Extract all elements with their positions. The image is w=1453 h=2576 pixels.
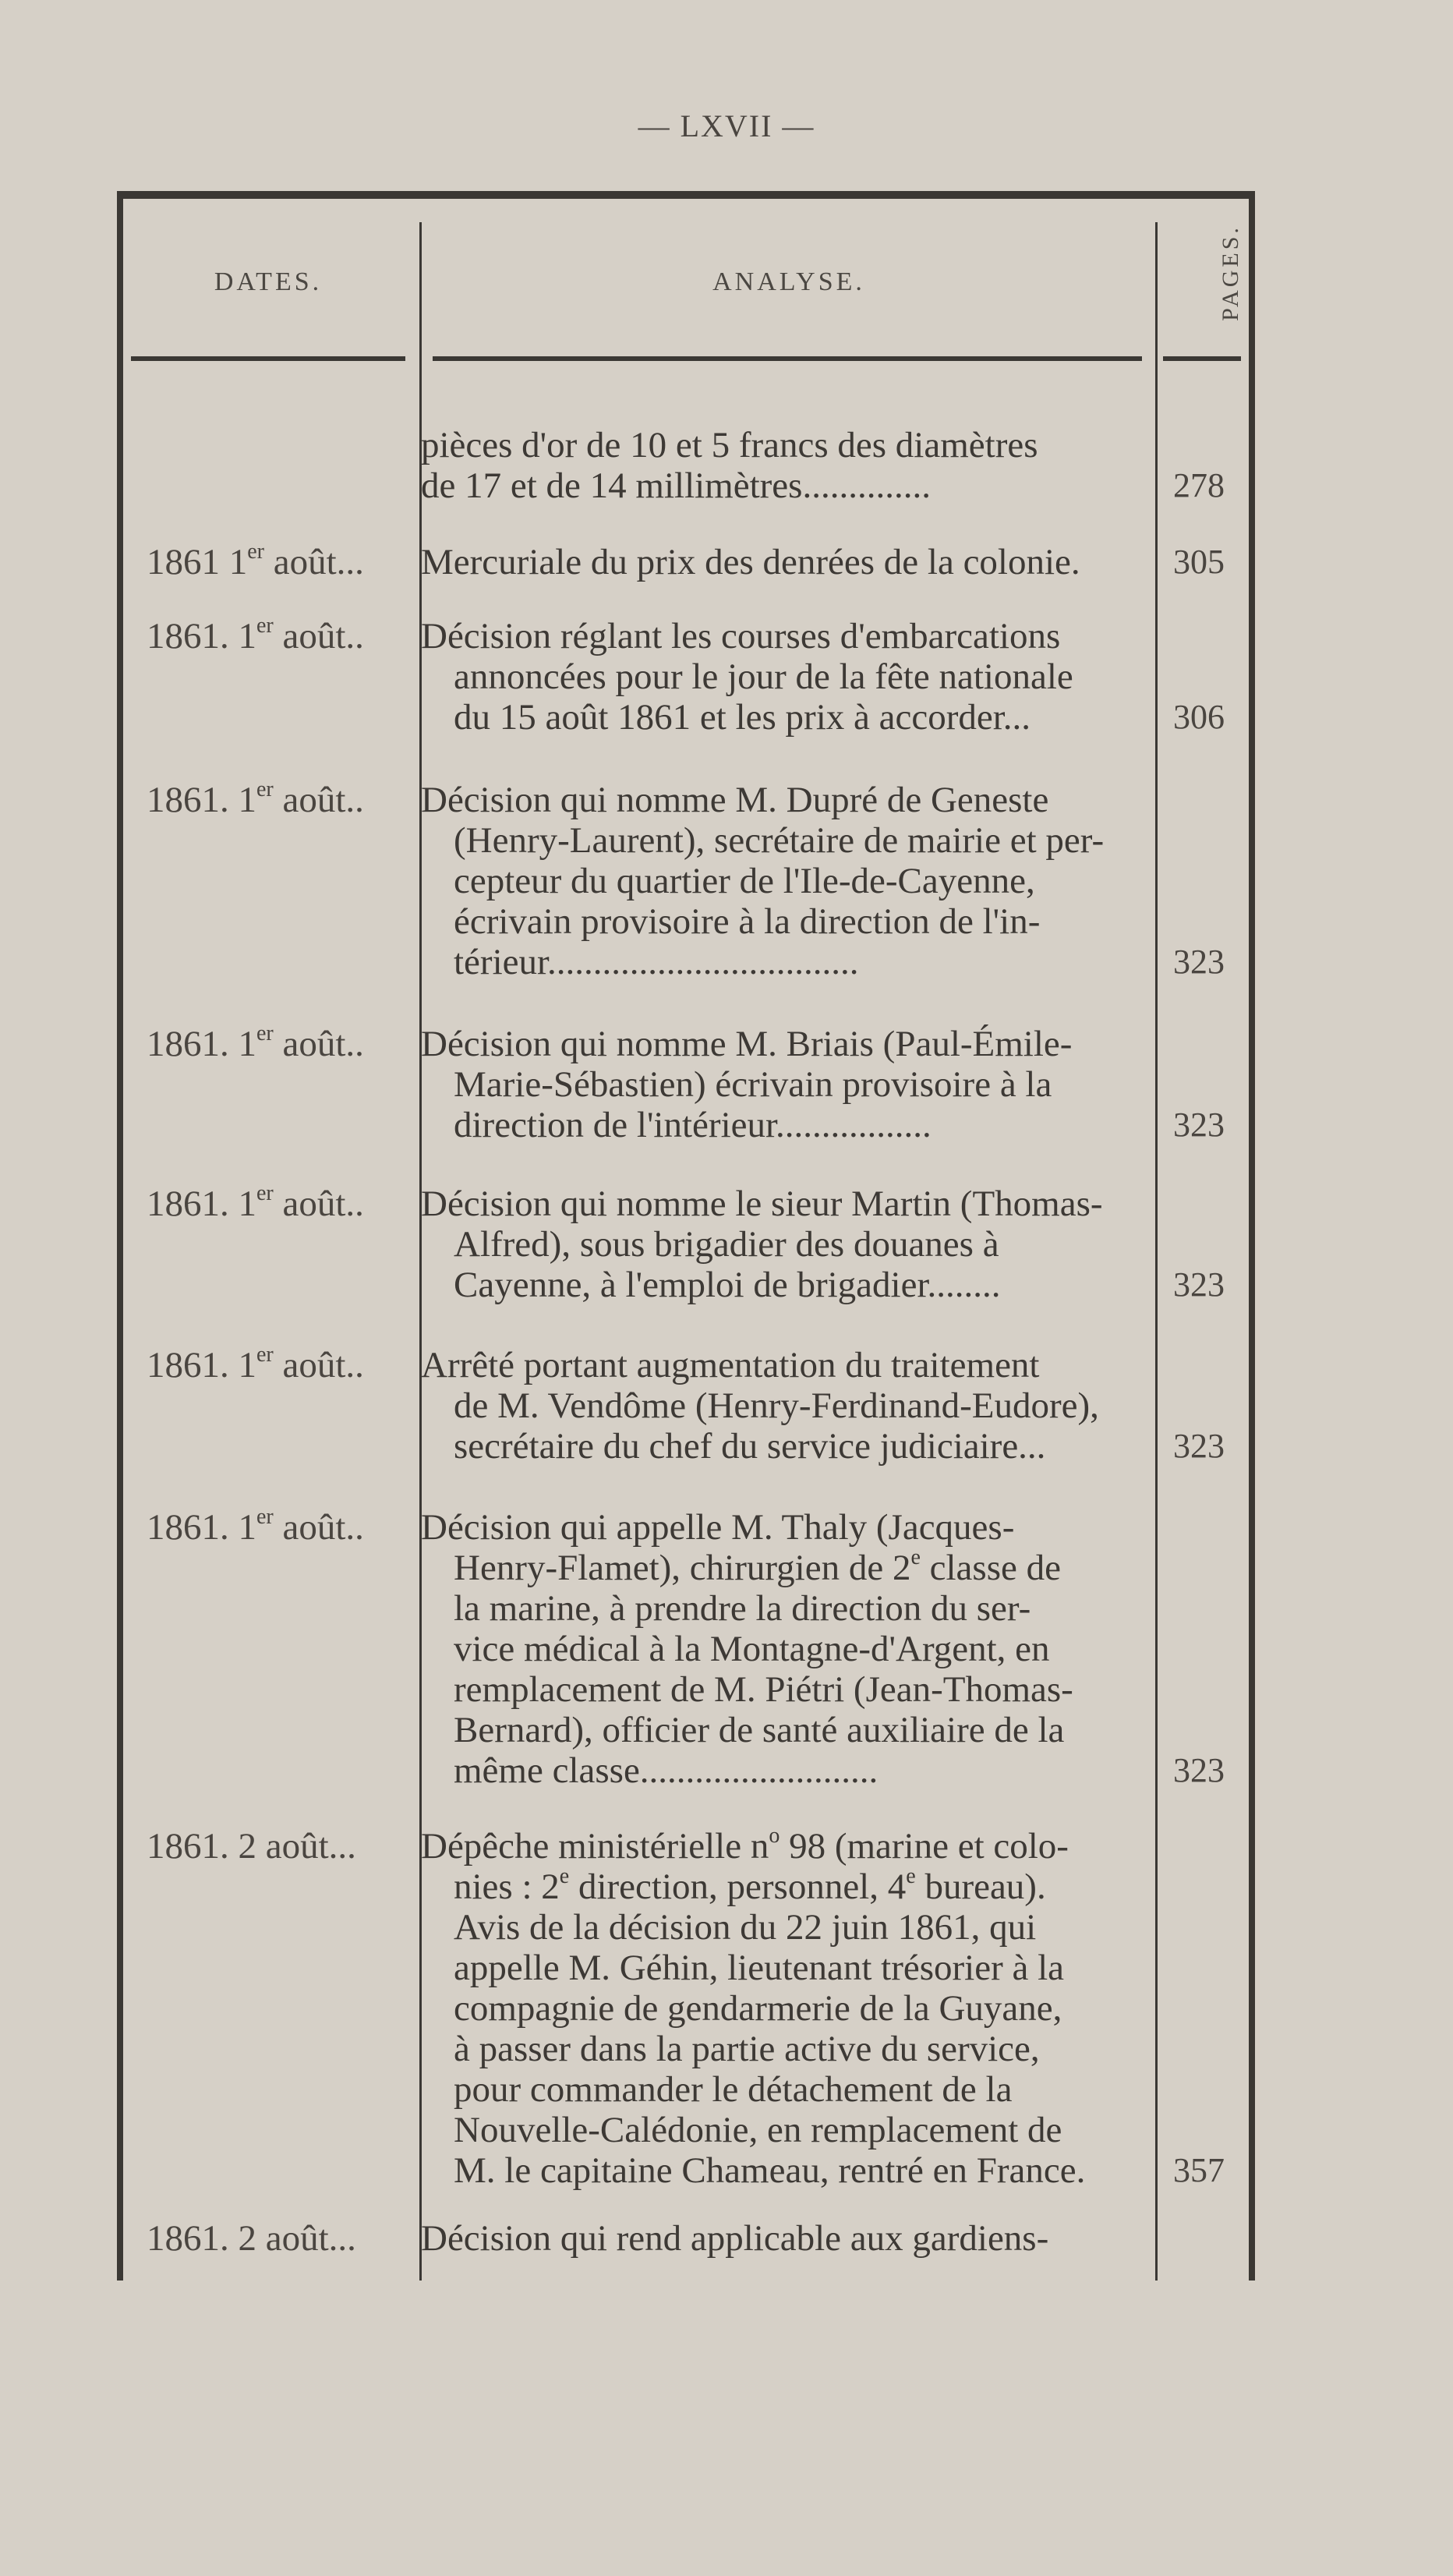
analysis-line-text: Dépêche ministérielle n bbox=[421, 1826, 769, 1867]
date-day: 1 bbox=[238, 780, 256, 820]
analysis-line: Nouvelle-Calédonie, en remplacement de bbox=[454, 2110, 1062, 2150]
analysis-line-text: bureau). bbox=[915, 1867, 1046, 1907]
analysis-cell bbox=[421, 542, 1146, 582]
analysis-line: même classe.......................... bbox=[454, 1750, 879, 1791]
analysis-line: Alfred), sous brigadier des douanes à bbox=[454, 1224, 999, 1265]
analysis-line-text: Henry-Flamet), chirurgien de 2 bbox=[454, 1548, 911, 1588]
analysis-line-text: nies : 2 bbox=[454, 1867, 560, 1907]
pages-column-rule bbox=[1155, 222, 1158, 2281]
page-ref: 357 bbox=[1173, 2151, 1225, 2189]
analyse-header: ANALYSE. bbox=[712, 267, 865, 296]
analysis-line: Avis de la décision du 22 juin 1861, qui bbox=[454, 1907, 1037, 1948]
analysis-line bbox=[421, 1548, 1146, 1588]
analysis-line: direction de l'intérieur................. bbox=[454, 1105, 932, 1145]
date-month: août.. bbox=[282, 1507, 364, 1548]
pages-header-rule bbox=[1163, 356, 1241, 361]
analysis-cell bbox=[421, 425, 1146, 506]
date-day: 1 bbox=[238, 1024, 256, 1064]
analysis-line: Cayenne, à l'emploi de brigadier........ bbox=[454, 1265, 1001, 1305]
page-ref: 323 bbox=[1173, 1427, 1225, 1465]
pages-header-text: PAGES. bbox=[1218, 225, 1243, 321]
analysis-line: (Henry-Laurent), secrétaire de mairie et per- bbox=[454, 820, 1105, 861]
analysis-line: vice médical à la Montagne-d'Argent, en bbox=[454, 1629, 1050, 1669]
pages-header bbox=[1204, 214, 1257, 331]
analysis-line: secrétaire du chef du service judiciaire... bbox=[454, 1426, 1046, 1467]
analysis-line: cepteur du quartier de l'Ile-de-Cayenne, bbox=[454, 861, 1035, 901]
analysis-line: Décision qui nomme le sieur Martin (Thomas- bbox=[421, 1184, 1103, 1224]
analysis-line: du 15 août 1861 et les prix à accorder... bbox=[454, 697, 1031, 738]
analysis-line: remplacement de M. Piétri (Jean-Thomas- bbox=[454, 1669, 1073, 1710]
date-ordinal: er bbox=[256, 1343, 274, 1367]
analysis-cell bbox=[421, 616, 1146, 738]
analysis-line: Bernard), officier de santé auxiliaire de la bbox=[454, 1710, 1065, 1750]
analysis-cell bbox=[421, 780, 1146, 982]
date-day: 1 bbox=[238, 1345, 256, 1385]
left-border bbox=[117, 191, 123, 2281]
date-cell bbox=[147, 542, 458, 582]
date-cell bbox=[147, 1826, 458, 1867]
analysis-line: appelle M. Géhin, lieutenant trésorier à la bbox=[454, 1948, 1065, 1988]
analysis-line: compagnie de gendarmerie de la Guyane, bbox=[454, 1988, 1062, 2029]
analysis-line: pièces d'or de 10 et 5 francs des diamètres bbox=[421, 425, 1038, 465]
analysis-line: de 17 et de 14 millimètres.............. bbox=[421, 465, 931, 506]
analysis-line: Décision réglant les courses d'embarcations bbox=[421, 616, 1061, 656]
page-ref: 323 bbox=[1173, 1751, 1225, 1789]
date-cell bbox=[147, 2218, 458, 2259]
analysis-line-text: 98 (marine et colo- bbox=[780, 1826, 1069, 1867]
analysis-cell bbox=[421, 1184, 1146, 1305]
date-year: 1861. bbox=[147, 2218, 229, 2259]
ordinal-sup: e bbox=[910, 1548, 921, 1569]
dates-header: DATES. bbox=[214, 267, 323, 296]
date-year: 1861. bbox=[147, 1507, 229, 1548]
date-month: août.. bbox=[282, 1345, 364, 1385]
analysis-line-text: classe de bbox=[920, 1548, 1061, 1588]
date-month: août... bbox=[265, 1826, 356, 1867]
ordinal-sup: o bbox=[769, 1826, 780, 1848]
analysis-line: Décision qui rend applicable aux gardiens- bbox=[421, 2218, 1049, 2259]
analysis-line: M. le capitaine Chameau, rentré en France. bbox=[454, 2150, 1086, 2191]
date-cell bbox=[147, 777, 458, 820]
date-year: 1861. bbox=[147, 1024, 229, 1064]
page-ref: 305 bbox=[1173, 543, 1225, 581]
page-ref: 323 bbox=[1173, 1265, 1225, 1304]
date-ordinal: er bbox=[256, 614, 274, 638]
analysis-line: Marie-Sébastien) écrivain provisoire à la bbox=[454, 1064, 1052, 1105]
page-ref: 278 bbox=[1173, 466, 1225, 504]
ordinal-sup: e bbox=[906, 1867, 916, 1888]
index-table bbox=[117, 191, 1255, 2281]
date-year: 1861. bbox=[147, 1826, 229, 1867]
analysis-line-text: direction, personnel, 4 bbox=[569, 1867, 907, 1907]
dates-header-rule bbox=[131, 356, 405, 361]
right-border bbox=[1249, 191, 1255, 2281]
analysis-line: térieur.................................. bbox=[454, 942, 859, 982]
date-ordinal: er bbox=[247, 540, 265, 564]
ordinal-sup: e bbox=[559, 1867, 570, 1888]
analysis-line: pour commander le détachement de la bbox=[454, 2069, 1013, 2110]
analysis-line: Décision qui appelle M. Thaly (Jacques- bbox=[421, 1507, 1015, 1548]
page-number: — LXVII — bbox=[638, 108, 815, 143]
analysis-line: annoncées pour le jour de la fête nationale bbox=[454, 656, 1073, 697]
date-day: 1 bbox=[228, 542, 248, 582]
analysis-line: de M. Vendôme (Henry-Ferdinand-Eudore), bbox=[454, 1385, 1099, 1426]
analysis-line bbox=[421, 1826, 1146, 1867]
date-cell bbox=[147, 1507, 458, 1548]
page-ref: 323 bbox=[1173, 1106, 1225, 1144]
date-ordinal: er bbox=[256, 1505, 274, 1529]
date-day: 1 bbox=[238, 1507, 256, 1548]
date-cell bbox=[147, 1345, 458, 1385]
date-year: 1861 bbox=[147, 542, 220, 582]
date-cell bbox=[147, 1021, 458, 1064]
analysis-cell bbox=[421, 1507, 1146, 1791]
date-year: 1861. bbox=[147, 780, 229, 820]
date-month: août... bbox=[265, 2218, 356, 2259]
date-cell bbox=[147, 616, 458, 656]
date-month: août.. bbox=[282, 616, 364, 656]
analysis-cell bbox=[421, 1826, 1146, 2191]
date-month: août... bbox=[273, 542, 364, 582]
analysis-line: Décision qui nomme M. Dupré de Geneste bbox=[421, 780, 1049, 820]
analysis-cell bbox=[421, 2218, 1146, 2259]
analysis-cell bbox=[421, 1024, 1146, 1145]
page-ref: 306 bbox=[1173, 698, 1225, 736]
analysis-line: Mercuriale du prix des denrées de la colonie. bbox=[421, 542, 1080, 582]
date-month: août.. bbox=[282, 1184, 364, 1224]
analysis-line: écrivain provisoire à la direction de l'in- bbox=[454, 901, 1041, 942]
date-year: 1861. bbox=[147, 1345, 229, 1385]
top-rule bbox=[117, 191, 1255, 199]
date-cell bbox=[147, 1181, 458, 1224]
date-ordinal: er bbox=[256, 1181, 274, 1205]
date-day: 2 bbox=[238, 2218, 256, 2259]
date-month: août.. bbox=[282, 780, 364, 820]
analysis-line: à passer dans la partie active du service, bbox=[454, 2029, 1040, 2069]
analysis-cell bbox=[421, 1345, 1146, 1467]
analysis-line: Décision qui nomme M. Briais (Paul-Émile- bbox=[421, 1024, 1073, 1064]
date-year: 1861. bbox=[147, 616, 229, 656]
analysis-line: Arrêté portant augmentation du traitement bbox=[421, 1345, 1040, 1385]
date-ordinal: er bbox=[256, 777, 274, 801]
date-ordinal: er bbox=[256, 1021, 274, 1046]
analyse-header-rule bbox=[433, 356, 1142, 361]
date-day: 1 bbox=[238, 616, 256, 656]
page-ref: 323 bbox=[1173, 943, 1225, 981]
analysis-line bbox=[421, 1867, 1146, 1907]
date-day: 2 bbox=[238, 1826, 256, 1867]
date-year: 1861. bbox=[147, 1184, 229, 1224]
analysis-line: la marine, à prendre la direction du ser- bbox=[454, 1588, 1031, 1629]
date-month: août.. bbox=[282, 1024, 364, 1064]
date-day: 1 bbox=[238, 1184, 256, 1224]
